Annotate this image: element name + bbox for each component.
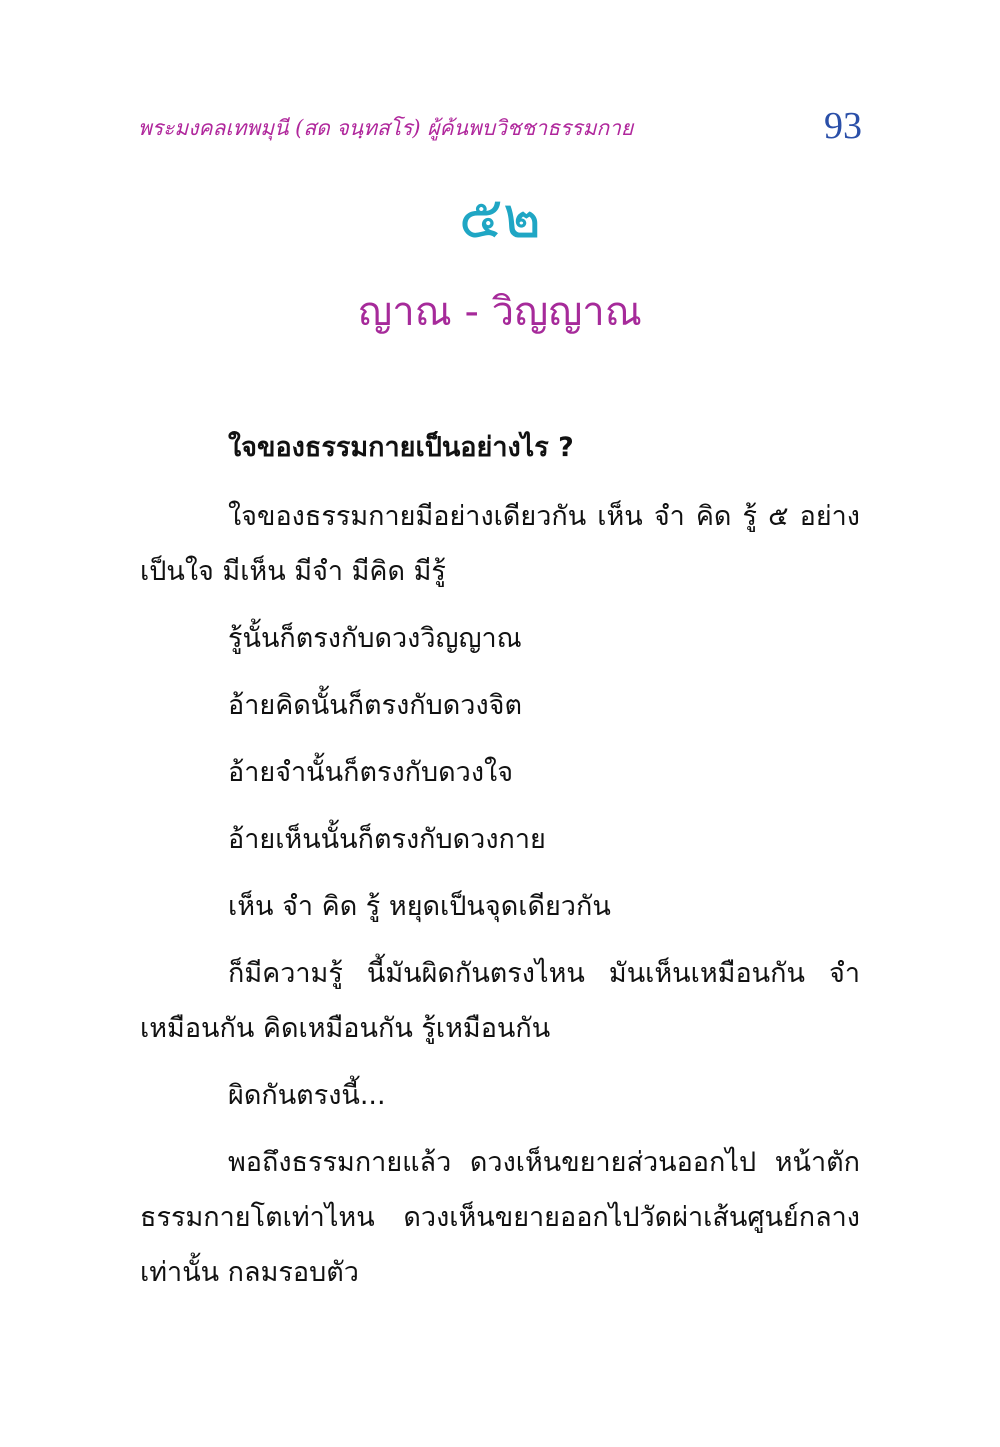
paragraph: ก็มีความรู้ นี้มันผิดกันตรงไหน มันเห็นเหมือนกัน จำเหมือนกัน คิดเหมือนกัน รู้เหมือนกัน bbox=[140, 958, 860, 1044]
body-text bbox=[140, 420, 860, 1312]
paragraph: อ้ายจำนั้นก็ตรงกับดวงใจ bbox=[228, 757, 514, 788]
paragraph: อ้ายคิดนั้นก็ตรงกับดวงจิต bbox=[228, 690, 522, 721]
paragraph: ใจของธรรมกายมีอย่างเดียวกัน เห็น จำ คิด รู้ ๕ อย่าง เป็นใจ มีเห็น มีจำ มีคิด มีรู้ bbox=[140, 501, 860, 587]
running-header-title: พระมงคลเทพมุนี (สด จนฺทสโร) ผู้ค้นพบวิชชาธรรมกาย bbox=[138, 116, 634, 140]
paragraph: พอถึงธรรมกายแล้ว ดวงเห็นขยายส่วนออกไป หน้าตักธรรมกายโตเท่าไหน ดวงเห็นขยายออกไปวัดผ่าเส้นศูนย์กลางเท่านั้น กลมรอบตัว bbox=[140, 1147, 860, 1288]
chapter-title: ญาณ - วิญญาณ bbox=[358, 289, 642, 335]
paragraph: ผิดกันตรงนี้... bbox=[228, 1080, 386, 1111]
paragraph: อ้ายเห็นนั้นก็ตรงกับดวงกาย bbox=[228, 824, 546, 855]
paragraph: เห็น จำ คิด รู้ หยุดเป็นจุดเดียวกัน bbox=[228, 891, 611, 922]
page-number: 93 bbox=[824, 105, 862, 147]
chapter-number: ๕๒ bbox=[458, 183, 542, 251]
question-heading: ใจของธรรมกายเป็นอย่างไร ? bbox=[228, 432, 574, 463]
paragraph: รู้นั้นก็ตรงกับดวงวิญญาณ bbox=[228, 623, 522, 654]
